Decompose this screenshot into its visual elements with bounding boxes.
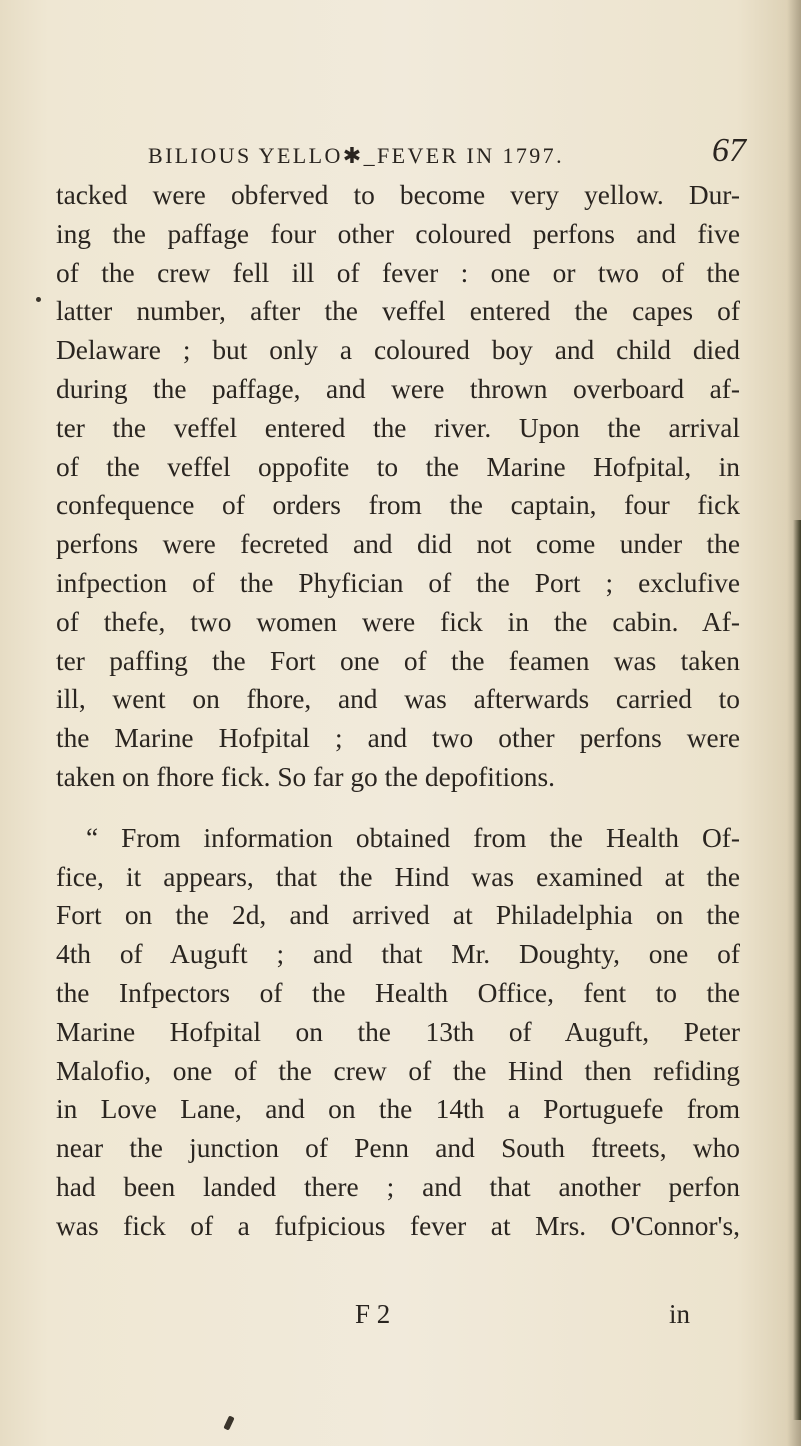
text-line: confequence of orders from the captain, four fick [56,490,740,521]
text-line: was fick of a fufpicious fever at Mrs. O'Connor's, [56,1210,740,1241]
text-line: of thefe, two women were fick in the cabin. Af- [56,606,740,637]
body-text [56,176,740,1246]
text-line: near the junction of Penn and South ftreets, who [56,1133,740,1164]
text-line: tacked were obferved to become very yellow. Dur- [56,180,740,210]
text-line: the Infpectors of the Health Office, fent to the [56,977,740,1008]
text-line: Malofio, one of the crew of the Hind then refiding [56,1055,740,1086]
running-head: BILIOUS YELLO✱_FEVER IN 1797. [148,143,564,168]
paragraph-2 [56,819,740,1246]
text-line: perfons were fecreted and did not come under the [56,529,740,560]
catchword: in [669,1299,691,1329]
text-line: taken on fhore fick. So far go the depofitions. [56,761,555,792]
text-line: 4th of Auguft ; and that Mr. Doughty, one of [56,939,740,970]
text-line: ter paffing the Fort one of the feamen was taken [56,645,740,676]
text-line: Fort on the 2d, and arrived at Philadelphia on the [56,900,740,931]
text-line: of the veffel oppofite to the Marine Hofpital, in [56,451,740,482]
paragraph-gap [56,797,740,819]
text-line: ill, went on fhore, and was afterwards carried to [56,684,740,715]
text-line: latter number, after the veffel entered the capes of [56,296,740,327]
text-line: Delaware ; but only a coloured boy and child died [56,335,740,366]
page-edge-binding [793,520,801,1420]
text-line: ing the paffage four other coloured perfons and five [56,218,740,249]
text-line: Marine Hofpital on the 13th of Auguft, Peter [56,1016,740,1047]
text-line: ter the veffel entered the river. Upon the arrival [56,412,740,443]
text-line: “ From information obtained from the Health Of- [86,822,740,853]
ink-speck [36,297,41,302]
ink-speck [223,1415,234,1430]
text-line: of the crew fell ill of fever : one or two of the [56,257,740,288]
text-line: fice, it appears, that the Hind was examined at the [56,861,740,892]
text-line: had been landed there ; and that another perfon [56,1171,740,1202]
text-line: in Love Lane, and on the 14th a Portuguefe from [56,1094,740,1125]
page-number: 67 [712,132,746,169]
paragraph-1 [56,176,740,797]
page-footer [0,1299,801,1339]
signature-mark: F 2 [355,1299,391,1329]
text-line: infpection of the Phyfician of the Port ; exclufive [56,567,740,598]
text-line: during the paffage, and were thrown overboard af- [56,373,740,404]
text-line: the Marine Hofpital ; and two other perfons were [56,723,740,754]
